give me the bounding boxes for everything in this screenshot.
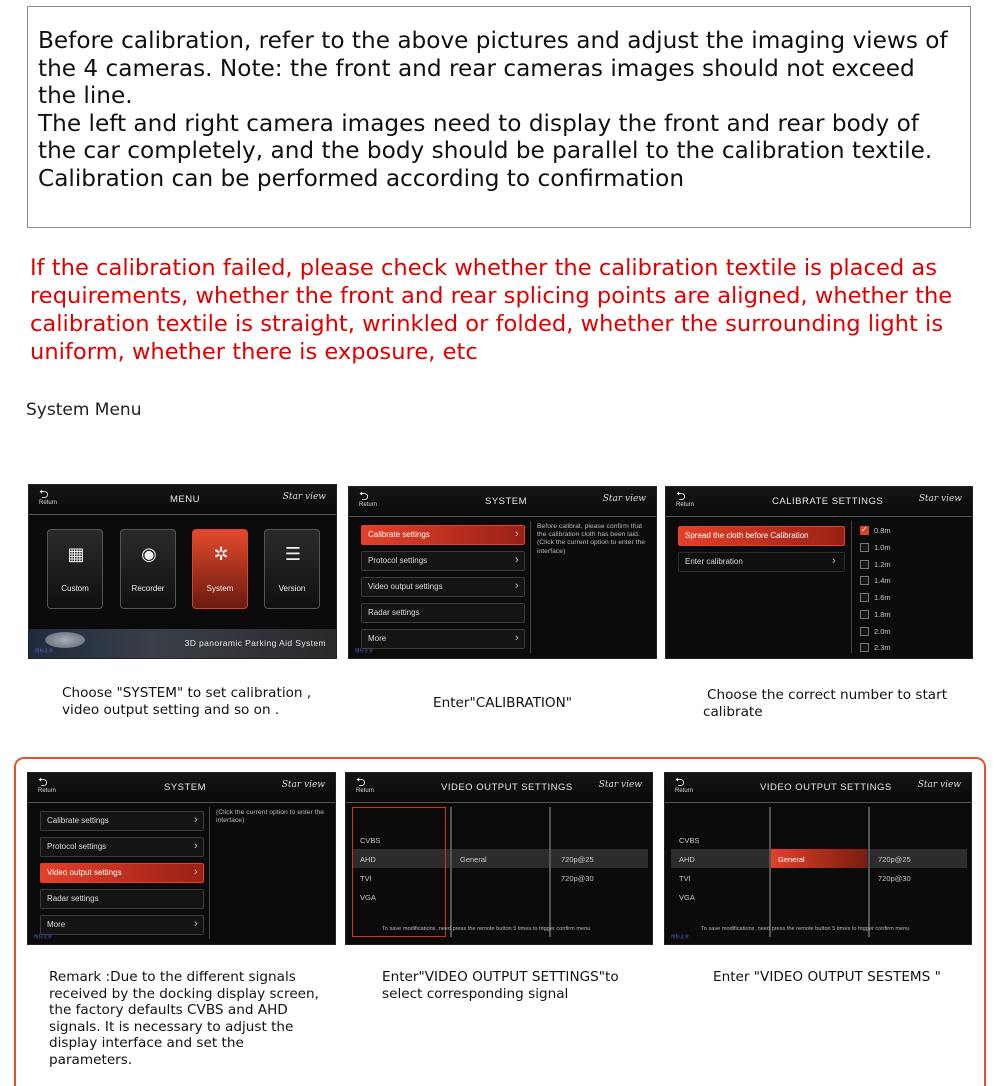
chevron-right-icon: › xyxy=(194,814,198,826)
return-arrow-icon: ⮌ xyxy=(39,487,49,501)
menu-protocol-settings[interactable]: Protocol settings xyxy=(40,837,204,857)
gear-icon: ✲ xyxy=(213,544,229,564)
chevron-right-icon: › xyxy=(194,918,198,930)
menu-radar-settings[interactable]: Radar settings xyxy=(40,889,204,909)
distance-label: 1.8m xyxy=(874,610,891,619)
tile-version[interactable] xyxy=(264,529,320,609)
chevron-right-icon: › xyxy=(515,632,519,644)
return-arrow-icon: ⮌ xyxy=(356,775,366,789)
film-reel-icon: ◉ xyxy=(141,544,157,564)
checkbox-1-0m[interactable] xyxy=(860,543,869,552)
screen-system-video xyxy=(27,772,336,945)
tile-system[interactable] xyxy=(192,529,248,609)
screen-system-calibrate xyxy=(348,486,657,659)
return-button[interactable]: ⮌ Return xyxy=(39,489,69,507)
car-icon xyxy=(45,632,85,648)
signal-option-cvbs[interactable]: CVBS xyxy=(679,836,700,845)
tile-label: System xyxy=(206,584,234,593)
chevron-right-icon: › xyxy=(194,840,198,852)
return-arrow-icon: ⮌ xyxy=(676,489,686,503)
note-line-2: The left and right camera images need to display the front and rear body of the car completely, and the body should be parallel to the calibration textile. xyxy=(38,109,933,164)
menu-spread-cloth[interactable]: Spread the cloth before Calibration xyxy=(678,526,845,546)
caption-choose-system: Choose "SYSTEM" to set calibration , video output setting and so on . xyxy=(62,685,312,718)
checkbox-2-3m[interactable] xyxy=(860,643,869,652)
signal-option-cvbs[interactable]: CVBS xyxy=(360,836,381,845)
signal-option-tvi[interactable]: TVI xyxy=(679,874,691,883)
custom-icon: ▦ xyxy=(67,544,85,564)
menu-radar-settings[interactable]: Radar settings xyxy=(361,603,525,623)
section-title: System Menu xyxy=(26,400,142,420)
signal-option-vga[interactable]: VGA xyxy=(360,893,376,902)
brand-logo: Star view xyxy=(281,780,325,790)
menu-calibrate-settings[interactable]: Calibrate settings xyxy=(40,811,204,831)
checkbox-1-4m[interactable] xyxy=(860,576,869,585)
brand-logo: Star view xyxy=(918,494,962,504)
tile-label: Version xyxy=(278,584,306,593)
screen-title: VIDEO OUTPUT SETTINGS xyxy=(441,782,573,793)
footnote: 图标企业 xyxy=(671,934,689,939)
caption-remark: Remark :Due to the different signals received by the docking display screen, the factory defaults CVBS and AHD signals. It is necessary to adjust the display interface and set the parameters. xyxy=(49,969,319,1068)
tile-custom[interactable] xyxy=(47,529,103,609)
distance-label: 1.4m xyxy=(874,576,891,585)
save-instruction: To save modifications ,need press the remote button 5 times to trigger confirm menu xyxy=(382,926,591,932)
calibrate-hint: Before calibrat, please confirm that the calibration cloth has been laid. (Click the current option to enter the interface) xyxy=(537,523,646,555)
distance-label: 2.3m xyxy=(874,643,891,652)
chevron-right-icon: › xyxy=(515,580,519,592)
save-instruction: To save modifications ,need press the remote button 5 times to trigger confirm menu xyxy=(701,926,910,932)
signal-option-ahd[interactable]: AHD xyxy=(679,855,695,864)
brand-logo: Star view xyxy=(598,780,642,790)
tile-recorder[interactable] xyxy=(120,529,176,609)
screen-video-output-signal xyxy=(345,772,653,945)
brand-logo: Star view xyxy=(602,494,646,504)
return-button[interactable]: ⮌ Return xyxy=(359,491,389,509)
distance-label: 0.8m xyxy=(874,526,891,535)
distance-label: 1.6m xyxy=(874,593,891,602)
screen-title: VIDEO OUTPUT SETTINGS xyxy=(760,782,892,793)
menu-video-output-settings[interactable]: Video output settings xyxy=(361,577,525,597)
screen-video-output-format xyxy=(664,772,972,945)
return-arrow-icon: ⮌ xyxy=(359,489,369,503)
signal-option-tvi[interactable]: TVI xyxy=(360,874,372,883)
calibration-note-box xyxy=(27,6,971,228)
note-line-1: Before calibration, refer to the above pictures and adjust the imaging views of the 4 cameras. Note: the front and rear cameras images should not exceed the line. xyxy=(38,27,948,109)
menu-protocol-settings[interactable]: Protocol settings xyxy=(361,551,525,571)
menu-video-output-settings[interactable]: Video output settings xyxy=(40,863,204,883)
menu-calibrate-settings[interactable]: Calibrate settings xyxy=(361,525,525,545)
calibration-failed-warning: If the calibration failed, please check whether the calibration textile is placed as requirements, whether the front and rear splicing points are aligned, whether the calibration textile is straight, wrinkled or folded, whether the surrounding light is uniform, whether there is exposure, etc xyxy=(30,255,953,365)
caption-enter-video-systems: Enter "VIDEO OUTPUT SESTEMS " xyxy=(713,969,941,985)
return-arrow-icon: ⮌ xyxy=(38,775,48,789)
return-button[interactable]: ⮌ Return xyxy=(356,777,386,795)
footnote: 图标企业 xyxy=(35,648,53,653)
checkbox-1-8m[interactable] xyxy=(860,610,869,619)
chevron-right-icon: › xyxy=(515,528,519,540)
checkbox-0-8m[interactable] xyxy=(860,526,869,535)
chevron-right-icon: › xyxy=(832,555,836,567)
screen-title: SYSTEM xyxy=(485,496,528,507)
return-button[interactable]: ⮌ Return xyxy=(676,491,706,509)
checkbox-1-6m[interactable] xyxy=(860,593,869,602)
document-icon: ☰ xyxy=(284,544,302,564)
format-option-general[interactable]: General xyxy=(778,855,805,864)
checkbox-2-0m[interactable] xyxy=(860,627,869,636)
distance-label: 2.0m xyxy=(874,627,891,636)
banner-text: 3D panoramic Parking Aid System xyxy=(184,638,326,648)
resolution-720p25[interactable]: 720p@25 xyxy=(878,855,911,864)
caption-enter-calibration: Enter"CALIBRATION" xyxy=(433,695,573,711)
menu-more[interactable]: More xyxy=(361,629,525,649)
bottom-banner xyxy=(29,629,336,659)
screen-title: SYSTEM xyxy=(164,782,207,793)
menu-enter-calibration[interactable]: Enter calibration xyxy=(678,552,845,572)
tile-label: Recorder xyxy=(131,584,165,593)
brand-logo: Star view xyxy=(282,492,326,502)
brand-logo: Star view xyxy=(917,780,961,790)
format-option-general[interactable]: General xyxy=(460,855,487,864)
distance-label: 1.2m xyxy=(874,560,891,569)
screen-calibrate-settings xyxy=(665,486,973,659)
signal-option-ahd[interactable]: AHD xyxy=(360,855,376,864)
tile-label: Custom xyxy=(61,584,89,593)
resolution-720p30[interactable]: 720p@30 xyxy=(561,874,594,883)
signal-selection-frame xyxy=(352,807,446,937)
checkbox-1-2m[interactable] xyxy=(860,560,869,569)
return-arrow-icon: ⮌ xyxy=(675,775,685,789)
return-button[interactable]: ⮌ Return xyxy=(38,777,68,795)
resolution-720p25[interactable]: 720p@25 xyxy=(561,855,594,864)
resolution-720p30[interactable]: 720p@30 xyxy=(878,874,911,883)
footnote: 图标企业 xyxy=(34,934,52,939)
menu-more[interactable]: More xyxy=(40,915,204,935)
chevron-right-icon: › xyxy=(194,866,198,878)
chevron-right-icon: › xyxy=(515,554,519,566)
screen-main-menu xyxy=(28,484,337,659)
footnote: 图标企业 xyxy=(355,648,373,653)
distance-label: 1.0m xyxy=(874,543,891,552)
screen-title: MENU xyxy=(170,494,200,505)
signal-option-vga[interactable]: VGA xyxy=(679,893,695,902)
screen-hint: (Click the current option to enter the interface) xyxy=(216,809,325,825)
return-button[interactable]: ⮌ Return xyxy=(675,777,705,795)
caption-enter-video-output: Enter"VIDEO OUTPUT SETTINGS"to select corresponding signal xyxy=(382,969,619,1002)
note-line-3: Calibration can be performed according to confirmation xyxy=(38,164,685,192)
caption-choose-number: Choose the correct number to start calibrate xyxy=(703,687,948,720)
screen-title: CALIBRATE SETTINGS xyxy=(772,496,884,507)
